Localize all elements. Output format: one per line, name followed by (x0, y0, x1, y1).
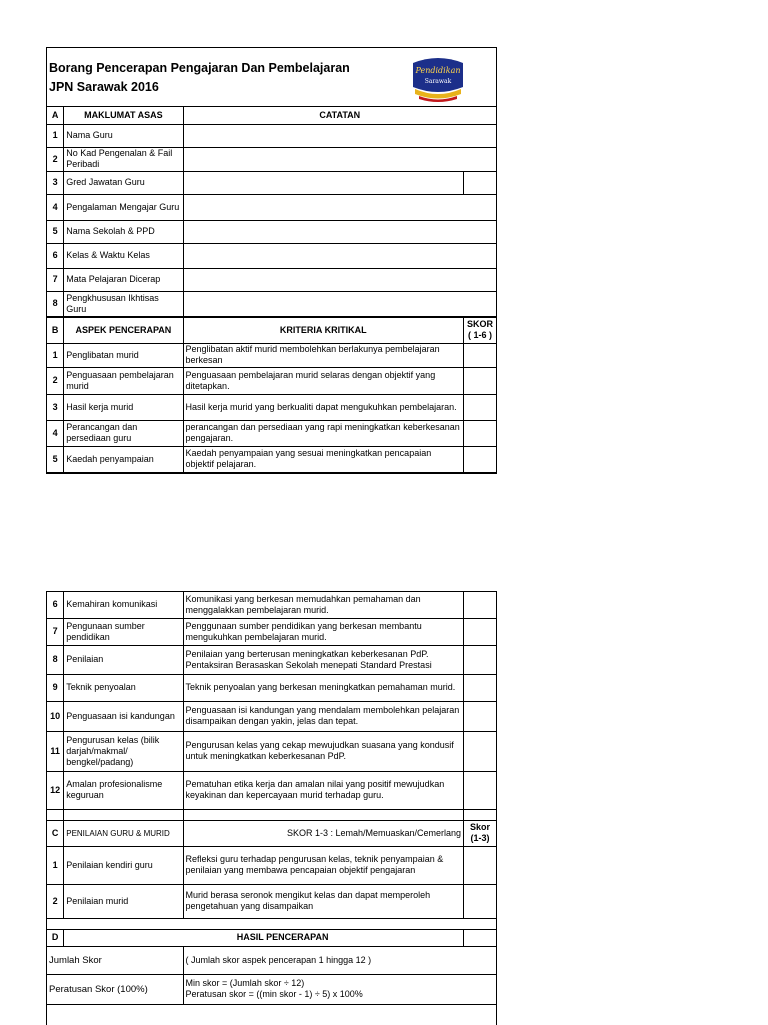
criteria-text: Hasil kerja murid yang berkualiti dapat mengukuhkan pembelajaran. (183, 394, 463, 420)
criteria-text: Penggunaan sumber pendidikan yang berkesan membantu mengukuhkan pembelajaran murid. (183, 618, 463, 645)
score-input[interactable] (464, 420, 497, 446)
row-number: 1 (47, 343, 64, 367)
field-input-gred-jawatan-extra[interactable] (464, 171, 497, 194)
section-b-continued-table (47, 592, 496, 1005)
aspect-label: Pengunaan sumber pendidikan (64, 618, 183, 645)
aspect-label: Kemahiran komunikasi (64, 592, 183, 618)
section-d-heading: HASIL PENCERAPAN (64, 929, 464, 946)
aspect-label: Penilaian kendiri guru (64, 846, 183, 884)
aspect-label: Amalan profesionalisme keguruan (64, 771, 183, 809)
score-input[interactable] (464, 618, 496, 645)
field-input-nama-sekolah[interactable] (183, 220, 496, 243)
field-input-kelas-waktu[interactable] (183, 243, 496, 268)
row-number: 6 (47, 592, 64, 618)
section-a-table (47, 107, 496, 473)
aspect-label: Penglibatan murid (64, 343, 183, 367)
score-input[interactable] (464, 701, 496, 731)
row-number: 8 (47, 291, 64, 317)
score-input[interactable] (464, 367, 497, 394)
row-number: 1 (47, 124, 64, 147)
form-title: Borang Pencerapan Pengajaran Dan Pembelajaran (49, 61, 350, 75)
pendidikan-sarawak-logo (409, 53, 467, 103)
percent-score-note (183, 974, 496, 1004)
criteria-text: Penguasaan isi kandungan yang mendalam membolehkan pelajaran disampaikan dengan yakin, jelas dan tepat. (183, 701, 463, 731)
criteria-heading: KRITERIA KRITIKAL (183, 317, 463, 343)
section-c-letter: C (47, 820, 64, 846)
field-input-no-kad[interactable] (183, 147, 496, 171)
row-number: 3 (47, 394, 64, 420)
score-input[interactable] (464, 884, 496, 918)
field-label-nama-sekolah: Nama Sekolah & PPD (64, 220, 183, 243)
logo-text-top: Pendidikan (415, 66, 461, 75)
criteria-text: Pengurusan kelas yang cekap mewujudkan suasana yang kondusif untuk meningkatkan keberkesanan PdP. (183, 731, 463, 771)
form-page-2 (46, 591, 497, 1025)
score-input[interactable] (464, 771, 496, 809)
field-input-mata-pelajaran[interactable] (183, 268, 496, 291)
field-label-mata-pelajaran: Mata Pelajaran Dicerap (64, 268, 183, 291)
row-number: 4 (47, 194, 64, 220)
total-score-label: Jumlah Skor (47, 946, 183, 974)
criteria-text: perancangan dan persediaan yang rapi meningkatkan keberkesanan pengajaran. (183, 420, 463, 446)
field-label-gred-jawatan: Gred Jawatan Guru (64, 171, 183, 194)
aspect-label: Penilaian (64, 645, 183, 674)
criteria-text: Komunikasi yang berkesan memudahkan pemahaman dan menggalakkan pembelajaran murid. (183, 592, 463, 618)
criteria-text: Pematuhan etika kerja dan amalan nilai yang positif mewujudkan keyakinan dan kepercayaan murid terhadap guru. (183, 771, 463, 809)
aspect-label: Penguasaan isi kandungan (64, 701, 183, 731)
section-a-letter: A (47, 107, 64, 124)
aspect-label: Kaedah penyampaian (64, 446, 183, 472)
section-d-letter: D (47, 929, 64, 946)
aspect-label: Pengurusan kelas (bilik darjah/makmal/ bengkel/padang) (64, 731, 183, 771)
field-input-nama-guru[interactable] (183, 124, 496, 147)
aspect-label: Hasil kerja murid (64, 394, 183, 420)
form-subtitle: JPN Sarawak 2016 (49, 80, 159, 94)
field-input-pengalaman[interactable] (183, 194, 496, 220)
row-number: 4 (47, 420, 64, 446)
field-label-nama-guru: Nama Guru (64, 124, 183, 147)
score-heading-range: ( 1-6 ) (467, 330, 492, 341)
field-input-gred-jawatan[interactable] (183, 171, 463, 194)
spacer-cell (464, 929, 496, 946)
score-heading-label: SKOR (466, 319, 493, 330)
field-label-no-kad: No Kad Pengenalan & Fail Peribadi (64, 147, 183, 171)
row-number: 12 (47, 771, 64, 809)
row-number: 5 (47, 220, 64, 243)
total-score-note: ( Jumlah skor aspek pencerapan 1 hingga 12 ) (183, 946, 496, 974)
row-number: 3 (47, 171, 64, 194)
spacer-cell (64, 809, 183, 820)
score-input[interactable] (464, 446, 497, 472)
notes-heading: CATATAN (183, 107, 496, 124)
row-number: 10 (47, 701, 64, 731)
row-number: 2 (47, 367, 64, 394)
spacer-cell (47, 918, 496, 929)
row-number: 2 (47, 884, 64, 918)
field-label-kelas-waktu: Kelas & Waktu Kelas (64, 243, 183, 268)
aspect-label: Teknik penyoalan (64, 674, 183, 701)
score-input[interactable] (464, 394, 497, 420)
score-heading-label: Skor (470, 822, 491, 832)
score-input[interactable] (464, 343, 497, 367)
aspect-label: Perancangan dan persediaan guru (64, 420, 183, 446)
row-number: 11 (47, 731, 64, 771)
row-number: 1 (47, 846, 64, 884)
spacer-cell (464, 809, 496, 820)
field-label-pengkhususan: Pengkhususan Ikhtisas Guru (64, 291, 183, 317)
form-page-1 (46, 47, 497, 474)
score-input[interactable] (464, 674, 496, 701)
score-input[interactable] (464, 846, 496, 884)
spacer-cell (47, 809, 64, 820)
row-number: 8 (47, 645, 64, 674)
score-heading-range: (1-3) (470, 833, 490, 843)
score-input[interactable] (464, 592, 496, 618)
percent-note-line1: Min skor = (Jumlah skor ÷ 12) (185, 978, 305, 988)
score-input[interactable] (464, 645, 496, 674)
criteria-text: Penilaian yang berterusan meningkatkan keberkesanan PdP. Pentaksiran Berasaskan Sekolah menepati Standard Prestasi (183, 645, 463, 674)
score-scale: SKOR 1-3 : Lemah/Memuaskan/Cemerlang (183, 820, 463, 846)
criteria-text: Teknik penyoalan yang berkesan meningkatkan pemahaman murid. (183, 674, 463, 701)
row-number: 6 (47, 243, 64, 268)
aspect-label: Penilaian murid (64, 884, 183, 918)
form-header (47, 48, 496, 107)
score-input[interactable] (464, 731, 496, 771)
criteria-text: Murid berasa seronok mengikut kelas dan dapat memperoleh pengetahuan yang disampaikan (183, 884, 463, 918)
criteria-text: Kaedah penyampaian yang sesuai meningkatkan pencapaian objektif pelajaran. (183, 446, 463, 472)
spacer-cell (183, 809, 463, 820)
score-heading (464, 317, 497, 343)
aspect-label: Penguasaan pembelajaran murid (64, 367, 183, 394)
criteria-text: Penglibatan aktif murid membolehkan berlakunya pembelajaran berkesan (183, 343, 463, 367)
field-input-pengkhususan[interactable] (183, 291, 496, 317)
criteria-text: Penguasaan pembelajaran murid selaras dengan objektif yang ditetapkan. (183, 367, 463, 394)
section-a-heading: MAKLUMAT ASAS (64, 107, 183, 124)
score-heading (464, 820, 496, 846)
row-number: 2 (47, 147, 64, 171)
section-c-heading: PENILAIAN GURU & MURID (64, 820, 183, 846)
row-number: 9 (47, 674, 64, 701)
section-b-letter: B (47, 317, 64, 343)
logo-text-bottom: Sarawak (424, 78, 452, 85)
criteria-text: Refleksi guru terhadap pengurusan kelas, teknik penyampaian & penilaian yang membawa pencapaian objektif pengajaran (183, 846, 463, 884)
field-label-pengalaman: Pengalaman Mengajar Guru (64, 194, 183, 220)
section-b-heading: ASPEK PENCERAPAN (64, 317, 183, 343)
percent-note-line2: Peratusan skor = ((min skor - 1) ÷ 5) x 100% (185, 989, 363, 999)
row-number: 5 (47, 446, 64, 472)
row-number: 7 (47, 618, 64, 645)
percent-score-label: Peratusan Skor (100%) (47, 974, 183, 1004)
row-number: 7 (47, 268, 64, 291)
